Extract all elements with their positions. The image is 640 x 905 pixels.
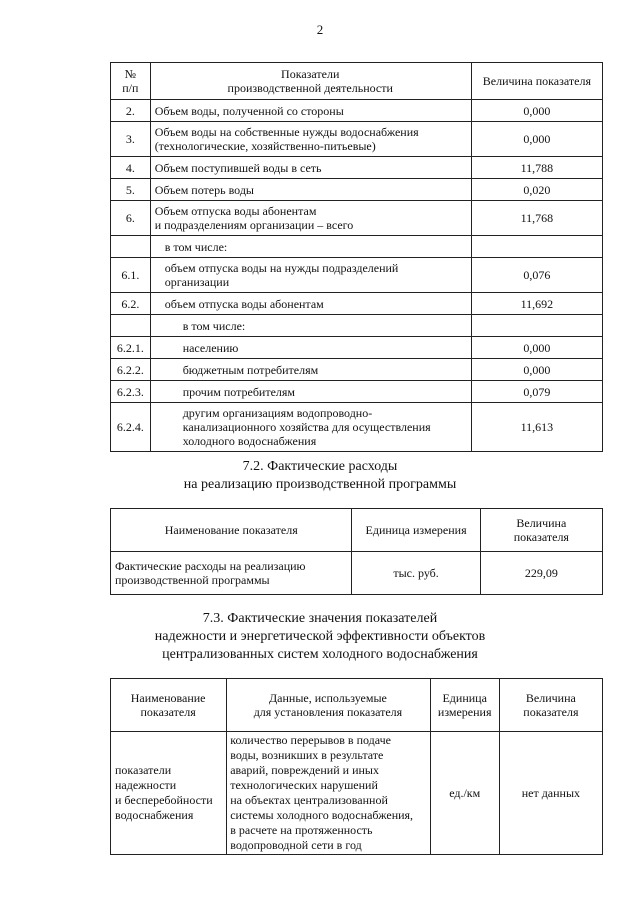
section-7-2-heading: 7.2. Фактические расходы на реализацию производственной программы: [183, 459, 457, 492]
table-row: в том числе:: [111, 315, 603, 337]
table-row: 6.2.3. прочим потребителям 0,079: [111, 381, 603, 403]
table-row: 5. Объем потерь воды 0,020: [111, 179, 603, 201]
table-header-row: Наименование показателя Данные, используемые для установления показателя Единица измерения Величина показателя: [111, 679, 603, 732]
table-row: 6.2.2. бюджетным потребителям 0,000: [111, 359, 603, 381]
table-header-row: [111, 63, 603, 100]
header-num: № п/п: [111, 63, 151, 100]
reliability-indicators-table: [110, 678, 603, 855]
table-row: в том числе:: [111, 236, 603, 258]
header-value: Величина показателя: [471, 63, 602, 100]
section-7-3-heading: 7.3. Фактические значения показателей надежности и энергетической эффективности объектов централизованных систем холодного водоснабжения: [154, 611, 486, 662]
production-indicators-table: [110, 62, 603, 452]
table-row: 3. Объем воды на собственные нужды водоснабжения (технологические, хозяйственно-питьевые) 0,000: [111, 122, 603, 157]
table-header-row: Наименование показателя Единица измерения Величина показателя: [111, 509, 603, 552]
table-row: 2. Объем воды, полученной со стороны 0,000: [111, 100, 603, 122]
table-row: 6.2.4. другим организациям водопроводно- канализационного хозяйства для осуществления холодного водоснабжения 11,613: [111, 403, 603, 452]
page-number: 2: [316, 22, 324, 37]
table-row: Фактические расходы на реализацию производственной программы тыс. руб. 229,09: [111, 552, 603, 595]
table-row: 4. Объем поступившей воды в сеть 11,788: [111, 157, 603, 179]
table-row: 6. Объем отпуска воды абонентам и подразделениям организации – всего 11,768: [111, 201, 603, 236]
table-row: 6.2. объем отпуска воды абонентам 11,692: [111, 293, 603, 315]
header-indicators: Показатели производственной деятельности: [150, 63, 471, 100]
table-row: 6.1. объем отпуска воды на нужды подразделений организации 0,076: [111, 258, 603, 293]
table-row: 6.2.1. населению 0,000: [111, 337, 603, 359]
actual-expenses-table: [110, 508, 603, 595]
table-row: показатели надежности и бесперебойности водоснабжения количество перерывов в подаче воды, возникших в результате аварий, повреждений и иных технологических нарушений на объектах централизованной системы холодного водоснабжения, в расчете на протяженность водопроводной сети в год ед./км нет данных: [111, 732, 603, 855]
